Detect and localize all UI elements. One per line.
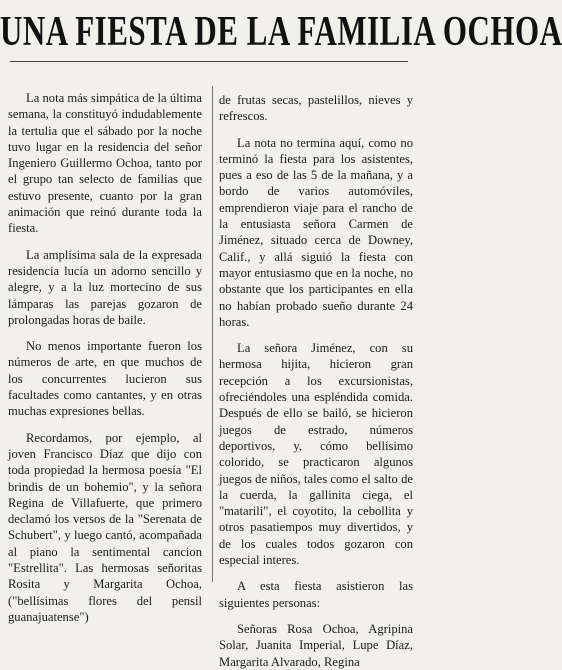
headline-rule [10, 61, 408, 62]
paragraph: Recordamos, por ejemplo, al joven Francisco Díaz que dijo con toda propiedad la hermosa poesía "El brindis de un bohemio", y la señora Regina de Villafuerte, que primero declamó los versos de la "Serenata de Schubert", y luego cantó, acompañada al piano la sentimental cancion "Estrellita". Las hermosas señoritas Rosita y Margarita Ochoa, ("bellísimas flores del pensil guanajuatense") [8, 430, 202, 624]
paragraph: A esta fiesta asistieron las siguientes personas: [219, 579, 413, 610]
right-column [219, 92, 413, 670]
paragraph: La nota más simpática de la última semana, la constituyó indudablemente la tertulia que el sábado por la noche tuvo lugar en la residencia del señor Ingeniero Guillermo Ochoa, tanto por el grupo tan selecto de familias que estuvo presente, cuanto por la gran animación que reinó durante toda la fiesta. [8, 91, 202, 236]
left-column [8, 90, 202, 625]
headline: UNA FIESTA DE LA FAMILIA OCHOA [0, 7, 562, 55]
paragraph: La amplísima sala de la expresada residencia lucía un adorno sencillo y alegre, y a la luz mortecino de sus lámparas las parejas gozaron de prolongadas horas de baile. [8, 247, 202, 327]
column-divider [212, 86, 213, 582]
paragraph: La nota no termina aquí, como no terminó la fiesta para los asistentes, pues a eso de las 5 de la mañana, y a bordo de varios automóviles, emprendieron viaje para el rancho de la entusiasta señora Carmen de Jiménez, situado cerca de Downey, Calif., y allá siguió la fiesta con mayor entusiasmo que en la noche, no obstante que los participantes en ella no habían probado sueño durante 24 horas. [219, 135, 413, 329]
paragraph: Señoras Rosa Ochoa, Agripina Solar, Juanita Imperial, Lupe Díaz, Margarita Alvarado, Regina [219, 621, 413, 669]
paragraph: No menos importante fueron los números de arte, en que muchos de los concurrentes lucieron sus facultades como cantantes, y en otras muchas expresiones bellas. [8, 339, 202, 419]
paragraph: La señora Jiménez, con su hermosa hijita, hicieron gran recepción a los excursionistas, ofreciéndoles una espléndida comida. Después de ello se bailó, se hicieron juegos de estrado, números deportivos, y, cómo bellísimo colorido, se practicaron algunos juegos de niños, tales como el salto de la cuerda, la gallinita ciega, el "matarili", el coyotito, la cebollita y otros pasatiempos muy divertidos, y de los cuales todos gozaron con especial interes. [219, 341, 413, 568]
paragraph: de frutas secas, pastelillos, nieves y refrescos. [219, 93, 413, 124]
